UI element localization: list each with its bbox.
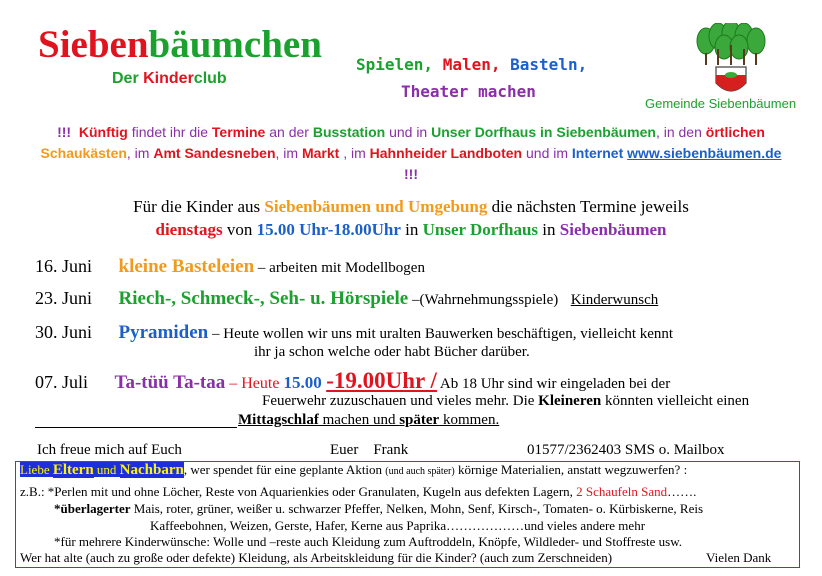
activities-line-2: Theater machen	[401, 82, 536, 101]
appeal-line: z.B.: *Perlen mit und ohne Löcher, Reste von Aquarienkies oder Granulaten, Kugeln aus defekten Lagern, 2 Schaufeln Sand…….	[20, 484, 697, 499]
event-row: 30. Juni Pyramiden – Heute wollen wir uns mit uralten Bauwerken beschäftigen, vielleicht kennt	[35, 322, 674, 343]
municipality-logo-icon	[694, 23, 768, 99]
appeal-line: Liebe Eltern und Nachbarn, wer spendet für eine geplante Aktion (und auch später) körnige Materialien, anstatt wegzuwerfen? :	[20, 462, 688, 478]
appeal-line: *überlagerter Mais, roter, grüner, weißer u. schwarzer Pfeffer, Nelken, Mohn, Senf, Kirsch-, Tomaten- o. Kürbiskerne, Reis	[54, 501, 704, 516]
logo-caption: Gemeinde Siebenbäumen	[645, 96, 797, 111]
website-link[interactable]: www.siebenbäumen.de	[627, 145, 782, 161]
appeal-line: Wer hat alte (auch zu große oder defekte) Kleidung, als Arbeitskleidung für die Kinder? (auch zum Zerschneiden)	[20, 550, 613, 565]
thanks-text: Vielen Dank	[706, 550, 772, 565]
greeting: Ich freue mich auf Euch	[37, 442, 182, 458]
activities-line-1: Spielen, Malen, Basteln,	[356, 55, 588, 74]
event-row-continuation: Mittagschlaf machen und später kommen.	[238, 412, 500, 428]
event-row-continuation: ihr ja schon welche oder habt Bücher darüber.	[254, 344, 530, 360]
divider	[35, 427, 237, 428]
event-row: 16. Juni kleine Basteleien – arbeiten mit Modellbogen	[35, 256, 425, 277]
donation-appeal-box	[15, 461, 800, 568]
notice-block: !!! Künftig findet ihr die Termine an der Busstation und in Unser Dorfhaus in Siebenbäumen, in den örtlichen Schaukästen, im Amt Sandesneben, im Markt , im Hahnheider Landboten und im Internet www.siebenbäumen.de !!!	[40, 124, 782, 182]
subtitle: Der Kinderclub	[112, 70, 227, 87]
appeal-line: *für mehrere Kinderwünsche: Wolle und –reste auch Kleidung zum Auftroddeln, Knöpfe, Wildleder- und Stoffreste usw.	[54, 534, 683, 549]
appeal-line: Kaffeebohnen, Weizen, Gerste, Hafer, Kerne aus Paprika………………und vieles andere mehr	[150, 518, 646, 533]
intro-text: Für die Kinder aus Siebenbäumen und Umgebung die nächsten Termine jeweils dienstags von 15.00 Uhr-18.00Uhr in Unser Dorfhaus in Siebenbäumen	[133, 197, 689, 239]
signature-name: Euer Frank	[330, 442, 409, 458]
event-row-continuation: Feuerwehr zuzuschauen und vieles mehr. Die Kleineren könnten vielleicht einen	[262, 393, 750, 409]
page-title: Siebenbäumchen	[38, 23, 322, 66]
event-row: 23. Juni Riech-, Schmeck-, Seh- u. Hörspiele –(Wahrnehmungsspiele) Kinderwunsch	[35, 288, 659, 309]
event-row: 07. Juli Ta-tüü Ta-taa – Heute 15.00 -19.00Uhr / Ab 18 Uhr sind wir eingeladen bei der	[35, 368, 671, 393]
phone-number: 01577/2362403 SMS o. Mailbox	[527, 442, 725, 458]
